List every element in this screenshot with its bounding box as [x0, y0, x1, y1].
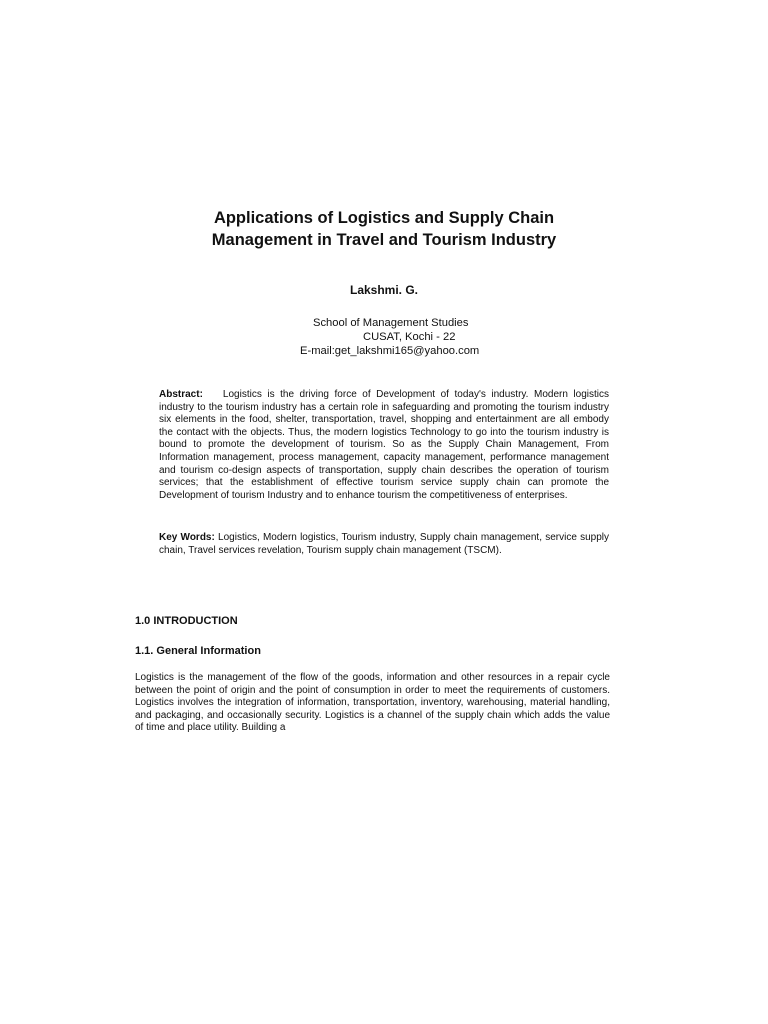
affiliation-location: CUSAT, Kochi - 22: [363, 331, 456, 343]
abstract-text: Logistics is the driving force of Development of today's industry. Modern logistics industry to the tourism industry has a certain role in safeguarding and promoting the tourism industry six elements in the food, shelter, transportation, travel, shopping and entertainment are all embody the contact with the objects. Thus, the modern logistics Technology to go into the tourism industry is bound to promote the development of tourism. So as the Supply Chain Management, From Information management, process management, capacity management, performance management and tourism co-design aspects of transportation, supply chain describes the operation of tourism services; that the establishment of effective tourism service supply chain can promote the Development of tourism Industry and to enhance tourism the competitiveness of enterprises.: [159, 389, 609, 501]
keywords-text: Logistics, Modern logistics, Tourism industry, Supply chain management, service supply chain, Travel services revelation, Tourism supply chain management (TSCM).: [159, 532, 609, 556]
affiliation-email: E-mail:get_lakshmi165@yahoo.com: [300, 345, 480, 357]
title-line-2: Management in Travel and Tourism Industry: [211, 231, 557, 249]
title-line-1: Applications of Logistics and Supply Chain: [213, 209, 555, 227]
keywords-paragraph: [159, 532, 609, 557]
author-name: Lakshmi. G.: [349, 283, 419, 297]
section-heading: 1.0 INTRODUCTION: [135, 615, 238, 627]
paper-title: [0, 207, 768, 251]
abstract-paragraph: [159, 389, 609, 502]
keywords-label: Key Words:: [159, 532, 215, 543]
body-paragraph: Logistics is the management of the flow of the goods, information and other resources in a repair cycle between the point of origin and the point of consumption in order to meet the requirements of customers. Logistics involves the integration of information, transportation, inventory, warehousing, material handling, and packaging, and occasionally security. Logistics is a channel of the supply chain which adds the value of time and place utility. Building a: [135, 672, 610, 734]
abstract-label: Abstract:: [159, 389, 203, 400]
author-affiliation: [300, 316, 480, 358]
affiliation-school: School of Management Studies: [313, 317, 469, 329]
subsection-heading: 1.1. General Information: [135, 645, 261, 657]
